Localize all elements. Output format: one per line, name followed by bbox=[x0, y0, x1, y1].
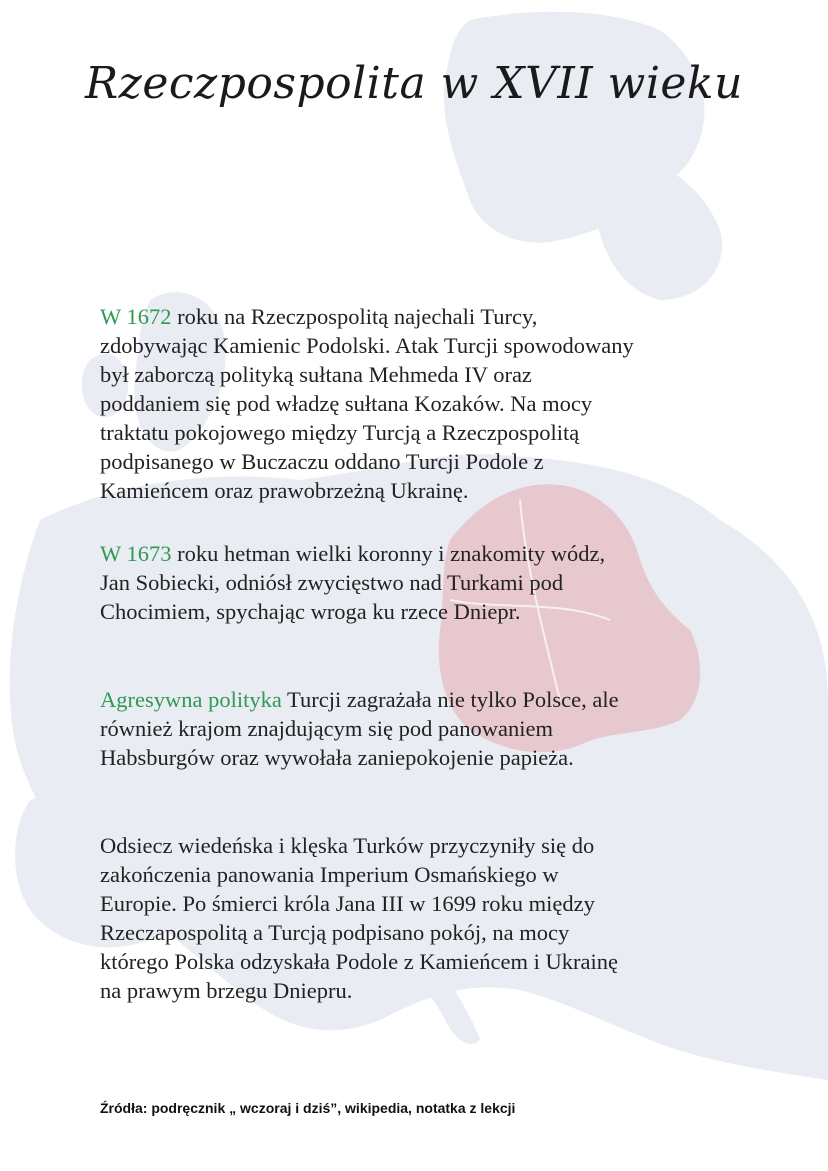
paragraph-1673 bbox=[100, 539, 740, 626]
paragraph-1672 bbox=[100, 302, 740, 505]
paragraph-line: Europie. Po śmierci króla Jana III w 1699 roku między bbox=[100, 891, 595, 916]
paragraph-line: Jan Sobiecki, odniósł zwycięstwo nad Turkami pod bbox=[100, 570, 564, 595]
sources-footnote: Źródła: podręcznik „ wczoraj i dziś”, wikipedia, notatka z lekcji bbox=[100, 1100, 516, 1116]
paragraph-line bbox=[100, 539, 740, 568]
paragraph-line: Odsiecz wiedeńska i klęska Turków przyczyniły się do bbox=[100, 833, 595, 858]
accent-year-1673: W 1673 bbox=[100, 541, 172, 566]
map-finland bbox=[595, 150, 722, 300]
paragraph-line bbox=[100, 685, 740, 714]
paragraph-line: Chocimiem, spychając wroga ku rzece Dniepr. bbox=[100, 599, 521, 624]
paragraph-line: zakończenia panowania Imperium Osmańskiego w bbox=[100, 862, 559, 887]
paragraph-line: podpisanego w Buczaczu oddano Turcji Podole z bbox=[100, 449, 544, 474]
paragraph-text: roku hetman wielki koronny i znakomity wódz, bbox=[171, 541, 606, 566]
accent-year-1672: W 1672 bbox=[100, 304, 172, 329]
paragraph-aggressive-policy bbox=[100, 685, 740, 772]
paragraph-line: którego Polska odzyskała Podole z Kamieńcem i Ukrainę bbox=[100, 949, 618, 974]
paragraph-text: roku na Rzeczpospolitą najechali Turcy, bbox=[171, 304, 538, 329]
paragraph-text: Turcji zagrażała nie tylko Polsce, ale bbox=[281, 687, 619, 712]
paragraph-vienna-relief bbox=[100, 831, 740, 1005]
paragraph-line: Habsburgów oraz wywołała zaniepokojenie papieża. bbox=[100, 745, 574, 770]
paragraph-line: na prawym brzegu Dniepru. bbox=[100, 978, 353, 1003]
page-title: Rzeczpospolita w XVII wieku bbox=[85, 58, 743, 109]
paragraph-line: zdobywając Kamienic Podolski. Atak Turcji spowodowany bbox=[100, 333, 634, 358]
paragraph-line bbox=[100, 302, 740, 331]
accent-aggressive-policy: Agresywna polityka bbox=[100, 687, 282, 712]
paragraph-line: był zaborczą polityką sułtana Mehmeda IV oraz bbox=[100, 362, 532, 387]
paragraph-line: poddaniem się pod władzę sułtana Kozaków. Na mocy bbox=[100, 391, 593, 416]
paragraph-line: Rzeczapospolitą a Turcją podpisano pokój, na mocy bbox=[100, 920, 570, 945]
paragraph-line: również krajom znajdującym się pod panowaniem bbox=[100, 716, 553, 741]
paragraph-line: traktatu pokojowego między Turcją a Rzeczpospolitą bbox=[100, 420, 580, 445]
paragraph-line: Kamieńcem oraz prawobrzeżną Ukrainę. bbox=[100, 478, 469, 503]
